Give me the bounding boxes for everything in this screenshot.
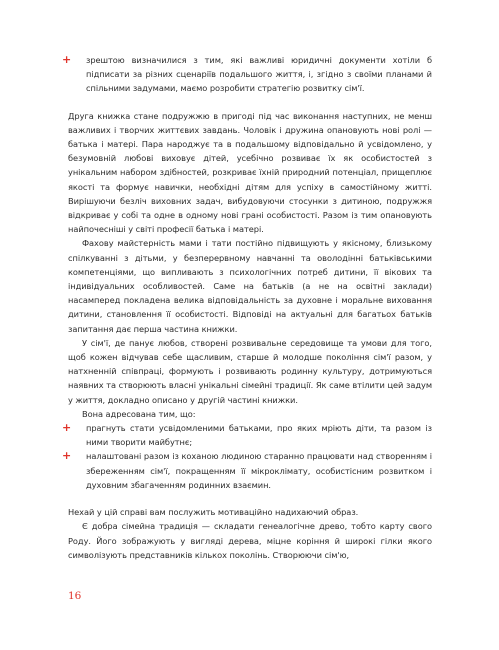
bullet-item bbox=[62, 53, 432, 96]
paragraph: У сім'ї, де панує любов, створені розвивальне середовище та умови для того, щоб кожен відчував себе щасливим, старше й молодше покоління сім'ї разом, у натхненній співпраці, формують і розвивають родинну культуру, дотримуються наявних та створюють власні унікальні сімейні традиції. Як саме втілити цей задум у життя, докладно описано у другій частині книжки. bbox=[68, 337, 432, 405]
audience-bullet-list bbox=[62, 421, 432, 492]
page-number: 16 bbox=[68, 590, 82, 602]
bullet-text: зрештою визначилися з тим, які важливі юридичні документи хотіли б підписати за різних сценаріїв подальшого життя, і, згідно з своїми планами й спільними задумами, маємо розробити стратегію розвитку сім'ї. bbox=[86, 55, 432, 94]
bullet-text: налаштовані разом із коханою людиною старанно працювати над створенням і збереженням сім'ї, покращенням її мікроклімату, особистісним розвитком і духовним збагаченням родинних взаємин. bbox=[86, 451, 432, 490]
paragraph: Друга книжка стане подружжю в пригоді під час виконання наступних, не менш важливих і творчих життєвих завдань. Чоловік і дружина опановують нові ролі — батька і матері. Пара народжує та в подальшому відповідально й усвідомлено, у безумовній любові виховує дітей, усебічно розвиває їх як особистостей з унікальним набором здібностей, розкриває їхній природний потенціал, прищеплює якості та формує навички, необхідні дітям для успіху в самостійному житті. Вирішуючи безліч виховних задач, вибудовуючи стосунки з дитиною, подружжя відкриває у собі та одне в одному нові грані особистості. Разом із тим опановують найпочесніші у світі професії батька і матері. bbox=[68, 110, 432, 235]
plus-bullet-icon: + bbox=[62, 449, 72, 463]
paragraph: Фахову майстерність мами і тати постійно підвищують у якісному, близькому спілкуванні з дітьми, у безперервному навчанні та оволодінні батьківськими компетенціями, що випливають з психологічних потреб дитини, її вікових та індивідуальних особливостей. Саме на батьків (а не на освітні заклади) насамперед покладена велика відповідальність за духовне і моральне виховання дитини, становлення її особистості. Відповіді на актуальні для багатьох батьків запитання дає перша частина книжки. bbox=[68, 238, 432, 334]
page-body bbox=[62, 53, 432, 562]
paragraph: Є добра сімейна традиція — складати генеалогічне древо, тобто карту свого Роду. Його зображують у вигляді дерева, міцне коріння й широкі гілки якого символізують представників кількох поколінь. Створюючи сім'ю, bbox=[68, 521, 432, 560]
paragraph: Вона адресована тим, що: bbox=[82, 408, 196, 419]
top-bullet-list bbox=[62, 53, 432, 96]
bullet-item bbox=[62, 421, 432, 449]
plus-bullet-icon: + bbox=[62, 421, 72, 435]
bullet-item bbox=[62, 449, 432, 492]
paragraph: Нехай у цій справі вам послужить мотиваційно надихаючий образ. bbox=[68, 507, 359, 518]
bullet-text: прагнуть стати усвідомленими батьками, про яких мріють діти, та разом із ними творити майбутнє; bbox=[86, 423, 432, 448]
plus-bullet-icon: + bbox=[62, 53, 72, 66]
